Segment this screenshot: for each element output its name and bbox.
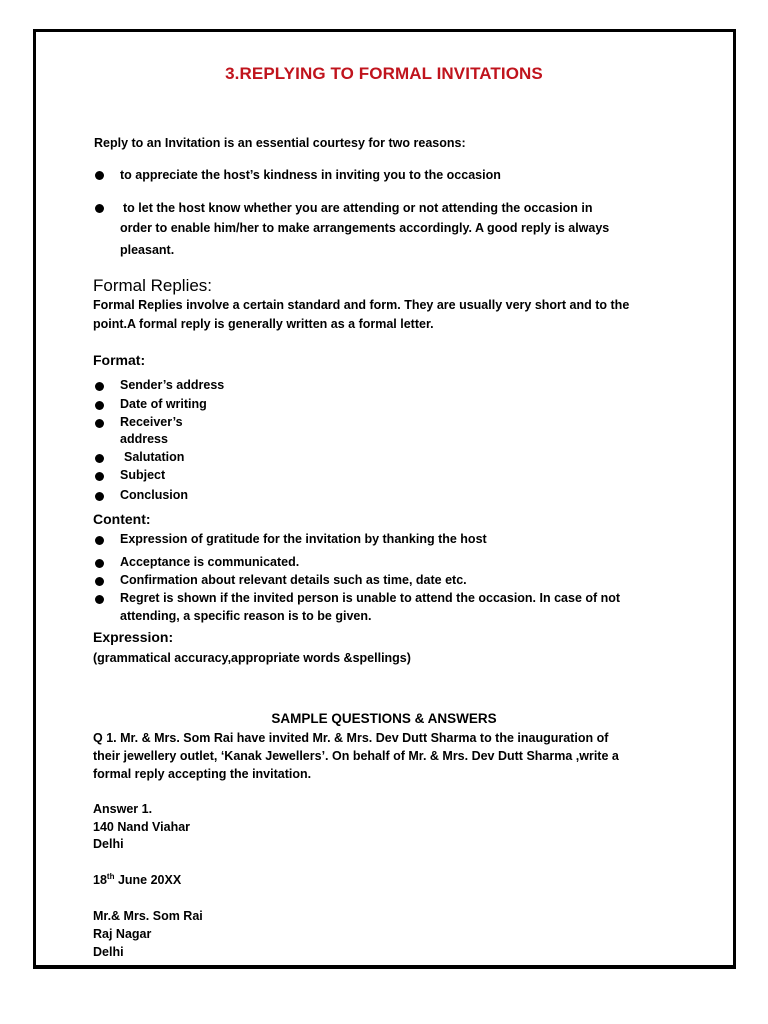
bullet-icon [95,454,104,463]
format-item: Conclusion [120,488,189,502]
sender-address-line: 140 Nand Viahar [93,820,191,834]
bullet-icon [95,577,104,586]
format-item: Sender’s address [120,378,225,392]
bullet-icon [95,536,104,545]
bullet-icon [95,595,104,604]
bullet-icon [95,204,104,213]
date-day: 18 [93,873,107,887]
reason-item-cont: order to enable him/her to make arrangements accordingly. A good reply is always [120,221,610,235]
answer-label: Answer 1. [93,802,153,816]
formal-replies-text: Formal Replies involve a certain standard and form. They are usually very short and to the [93,298,630,312]
question-text: formal reply accepting the invitation. [93,767,312,781]
content-item: Regret is shown if the invited person is unable to attend the occasion. In case of not [120,591,621,605]
question-text: Q 1. Mr. & Mrs. Som Rai have invited Mr. & Mrs. Dev Dutt Sharma to the inauguration of [93,731,609,745]
bullet-icon [95,492,104,501]
bullet-icon [95,559,104,568]
intro-text: Reply to an Invitation is an essential courtesy for two reasons: [94,136,466,150]
date-rest: June 20XX [114,873,182,887]
reason-item: to let the host know whether you are attending or not attending the occasion in [123,201,593,215]
receiver-address-line: Delhi [93,945,124,959]
expression-text: (grammatical accuracy,appropriate words &spellings) [93,651,411,665]
format-item: Salutation [124,450,185,464]
expression-heading: Expression: [93,629,174,645]
format-item: Date of writing [120,397,207,411]
reason-item-cont: pleasant. [120,243,175,257]
format-item-cont: address [120,432,168,446]
sender-address-line: Delhi [93,837,124,851]
letter-date [93,873,181,887]
date-suffix: th [106,871,115,881]
sample-heading: SAMPLE QUESTIONS & ANSWERS [271,711,497,726]
content-item: Acceptance is communicated. [120,555,300,569]
formal-replies-text: point.A formal reply is generally written as a formal letter. [93,317,434,331]
format-heading: Format: [93,352,146,368]
bullet-icon [95,171,104,180]
bullet-icon [95,382,104,391]
content-heading: Content: [93,511,151,527]
bullet-icon [95,419,104,428]
bullet-icon [95,472,104,481]
content-item-cont: attending, a specific reason is to be given. [120,609,372,623]
receiver-address-line: Raj Nagar [93,927,152,941]
content-item: Expression of gratitude for the invitation by thanking the host [120,532,487,546]
reason-item: to appreciate the host’s kindness in inviting you to the occasion [120,168,501,182]
formal-replies-heading: Formal Replies: [93,276,213,295]
bullet-icon [95,401,104,410]
format-item: Receiver’s [120,415,183,429]
content-item: Confirmation about relevant details such as time, date etc. [120,573,467,587]
question-text: their jewellery outlet, ‘Kanak Jewellers’. On behalf of Mr. & Mrs. Dev Dutt Sharma ,write a [93,749,619,763]
format-item: Subject [120,468,166,482]
page-title: 3.REPLYING TO FORMAL INVITATIONS [225,64,543,83]
receiver-address-line: Mr.& Mrs. Som Rai [93,909,203,923]
